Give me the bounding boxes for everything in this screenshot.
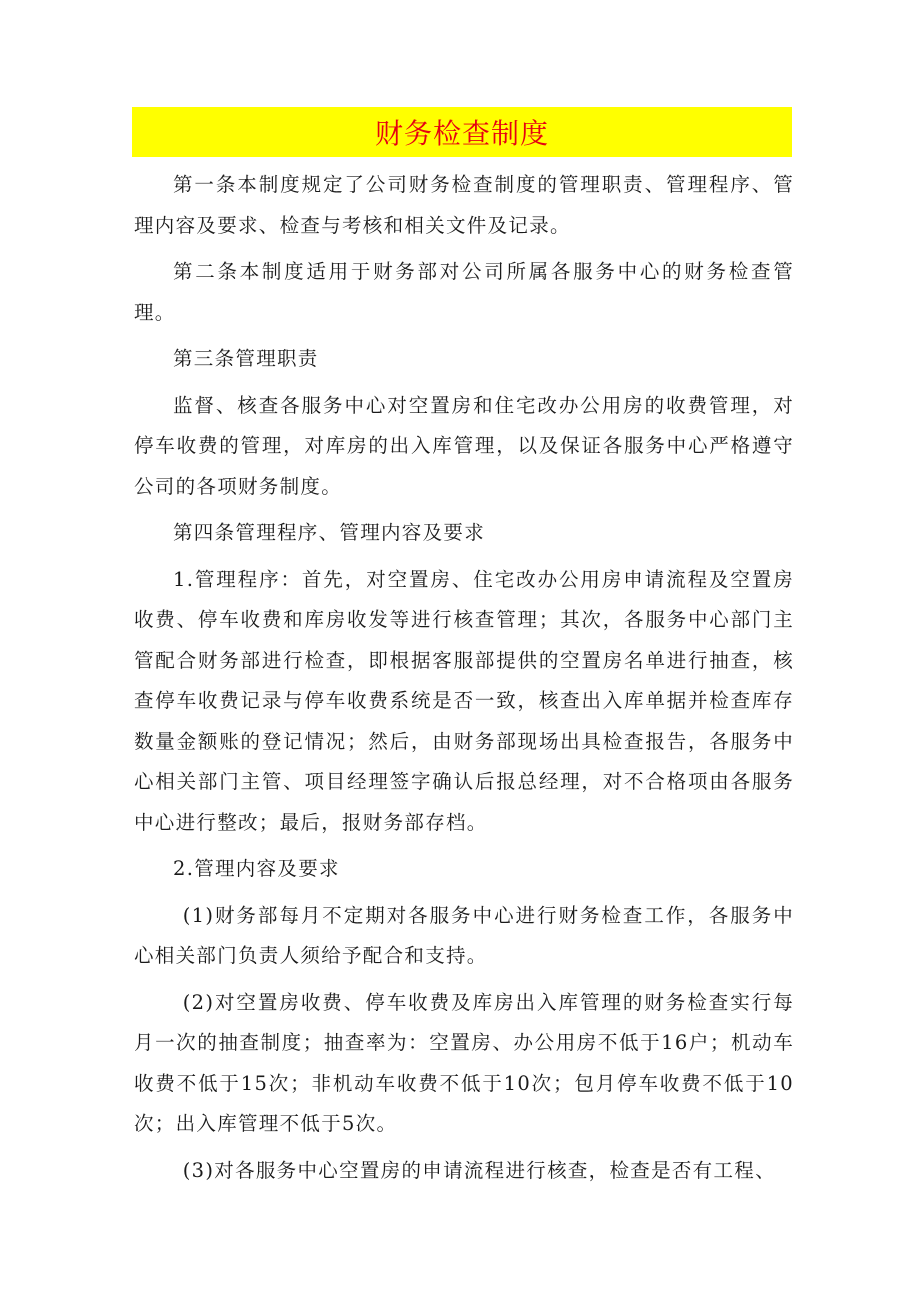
title-banner xyxy=(132,107,792,157)
paragraph-responsibilities: 监督、核查各服务中心对空置房和住宅改办公用房的收费管理，对停车收费的管理，对库房的出入库管理，以及保证各服务中心严格遵守公司的各项财务制度。 xyxy=(134,393,794,498)
heading-article-3: 第三条管理职责 xyxy=(173,347,319,370)
paragraph-item-2: (2)对空置房收费、停车收费及库房出入库管理的财务检查实行每月一次的抽查制度；抽查率为：空置房、办公用房不低于16户；机动车收费不低于15次；非机动车收费不低于10次；包月停车收费不低于10次；出入库管理不低于5次。 xyxy=(134,990,794,1135)
document-body xyxy=(134,165,794,1191)
heading-content-requirements: 2.管理内容及要求 xyxy=(173,857,340,880)
paragraph-item-3: (3)对各服务中心空置房的申请流程进行核查，检查是否有工程、 xyxy=(182,1158,776,1182)
heading-article-4: 第四条管理程序、管理内容及要求 xyxy=(173,521,486,544)
paragraph-article-1: 第一条本制度规定了公司财务检查制度的管理职责、管理程序、管理内容及要求、检查与考核和相关文件及记录。 xyxy=(134,173,794,237)
document-title: 财务检查制度 xyxy=(374,117,549,150)
paragraph-article-2: 第二条本制度适用于财务部对公司所属各服务中心的财务检查管理。 xyxy=(134,260,794,324)
paragraph-item-1: (1)财务部每月不定期对各服务中心进行财务检查工作，各服务中心相关部门负责人须给予配合和支持。 xyxy=(134,903,794,967)
paragraph-procedure: 1.管理程序：首先，对空置房、住宅改办公用房申请流程及空置房收费、停车收费和库房收发等进行核查管理；其次，各服务中心部门主管配合财务部进行检查，即根据客服部提供的空置房名单进行抽查，核查停车收费记录与停车收费系统是否一致，核查出入库单据并检查库存数量金额账的登记情况；然后，由财务部现场出具检查报告，各服务中心相关部门主管、项目经理签字确认后报总经理，对不合格项由各服务中心进行整改；最后，报财务部存档。 xyxy=(134,567,794,834)
